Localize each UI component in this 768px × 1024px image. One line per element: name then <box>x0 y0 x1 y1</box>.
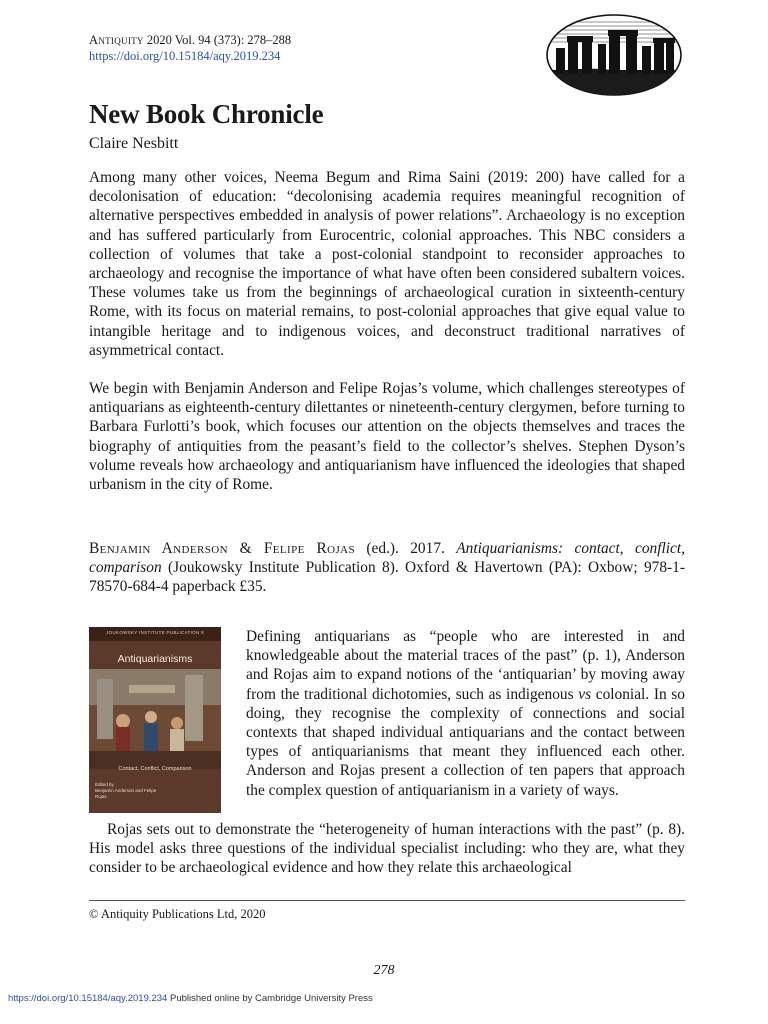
review-vs: vs <box>578 685 592 703</box>
footer-published: Published online by Cambridge University Press <box>167 993 373 1004</box>
journal-citation: 2020 Vol. 94 (373): 278–288 <box>143 33 292 47</box>
journal-name: Antiquity <box>89 33 144 47</box>
intro-paragraph-1: Among many other voices, Neema Begum and Rima Saini (2019: 200) have called for a decolonisation of education: “decolonising academia requires meaningful recognition of alternative perspectives embedded in analysis of power relations”. Archaeology is no exception and has suffered particularly from Eurocentric, colonial approaches. This NBC considers a collection of volumes that take a post-colonial standpoint to reconsider approaches to archaeology and recognise the importance of what have often been considered subaltern voices. These volumes take us from the beginnings of archaeological curation in sixteenth-century Rome, with its focus on material remains, to post-colonial approaches that give equal value to intangible heritage and to indigenous voices, and deconstruct traditional narratives of asymmetrical contact. <box>89 169 685 359</box>
book-reference <box>89 539 685 597</box>
header-doi-link[interactable]: https://doi.org/10.15184/aqy.2019.234 <box>89 49 281 63</box>
page-number: 278 <box>373 963 395 978</box>
book-details: (Joukowsky Institute Publication 8). Oxford & Havertown (PA): Oxbow; 978-1-78570-684-4 paperback £35. <box>89 559 685 596</box>
footer-line <box>8 993 373 1004</box>
footer-doi-link[interactable]: https://doi.org/10.15184/aqy.2019.234 <box>8 993 168 1004</box>
cover-edited-by: Edited by <box>95 782 114 787</box>
cover-title: Antiquarianisms <box>117 653 193 665</box>
intro-paragraph-2: We begin with Benjamin Anderson and Felipe Rojas’s volume, which challenges stereotypes of antiquarians as eighteenth-century dilettantes or nineteenth-century clergymen, before turning to Barbara Furlotti’s book, which focuses our attention on the objects themselves and traces the biography of antiquities from the peasant’s field to the collector’s shelves. Stephen Dyson’s volume reveals how archaeology and antiquarianism have influenced the ideologies that shaped urbanism in the city of Rome. <box>89 380 685 494</box>
cover-subtitle: Contact, Conflict, Comparison <box>118 766 192 772</box>
book-title: Antiquarianisms: contact, conflict, comparison <box>89 540 685 577</box>
review-text-b: colonial. In so doing, they recognise the complexity of connections and social contexts that shaped individual antiquarians and the contact between types of antiquarianisms that meant they influenced each other. Anderson and Rojas present a collection of ten papers that approach the complex question of antiquarianism in a variety of ways. <box>246 685 685 799</box>
cover-editor-names: Benjamin Anderson and Felipe Rojas <box>95 788 157 799</box>
book-cover-image <box>89 627 221 813</box>
review-text-a: Defining antiquarians as “people who are interested in and knowledgeable about the material traces of the past” (p. 1), Anderson and Rojas aim to expand notions of the ‘antiquarian’ by moving away from the traditional dichotomies, such as indigenous <box>246 628 685 703</box>
article-author: Claire Nesbitt <box>89 135 179 152</box>
footer-divider <box>89 900 685 901</box>
cover-painting <box>89 669 221 769</box>
article-title: New Book Chronicle <box>89 99 324 129</box>
book-authors: Benjamin Anderson & Felipe Rojas <box>89 540 356 557</box>
review-paragraph-1 <box>246 627 685 800</box>
cover-series: JOUKOWSKY INSTITUTE PUBLICATION 8 <box>106 630 204 635</box>
cover-editors <box>95 782 165 800</box>
review-paragraph-2: Rojas sets out to demonstrate the “heterogeneity of human interactions with the past” (p. 8). His model asks three questions of the individual specialist including: who they are, what they consider to be archaeological evidence and how they relate this archaeological <box>89 821 685 877</box>
book-editor-year: (ed.). 2017. <box>355 540 457 557</box>
antiquity-logo <box>546 14 682 96</box>
copyright-notice: © Antiquity Publications Ltd, 2020 <box>89 907 266 921</box>
journal-header <box>89 32 291 64</box>
